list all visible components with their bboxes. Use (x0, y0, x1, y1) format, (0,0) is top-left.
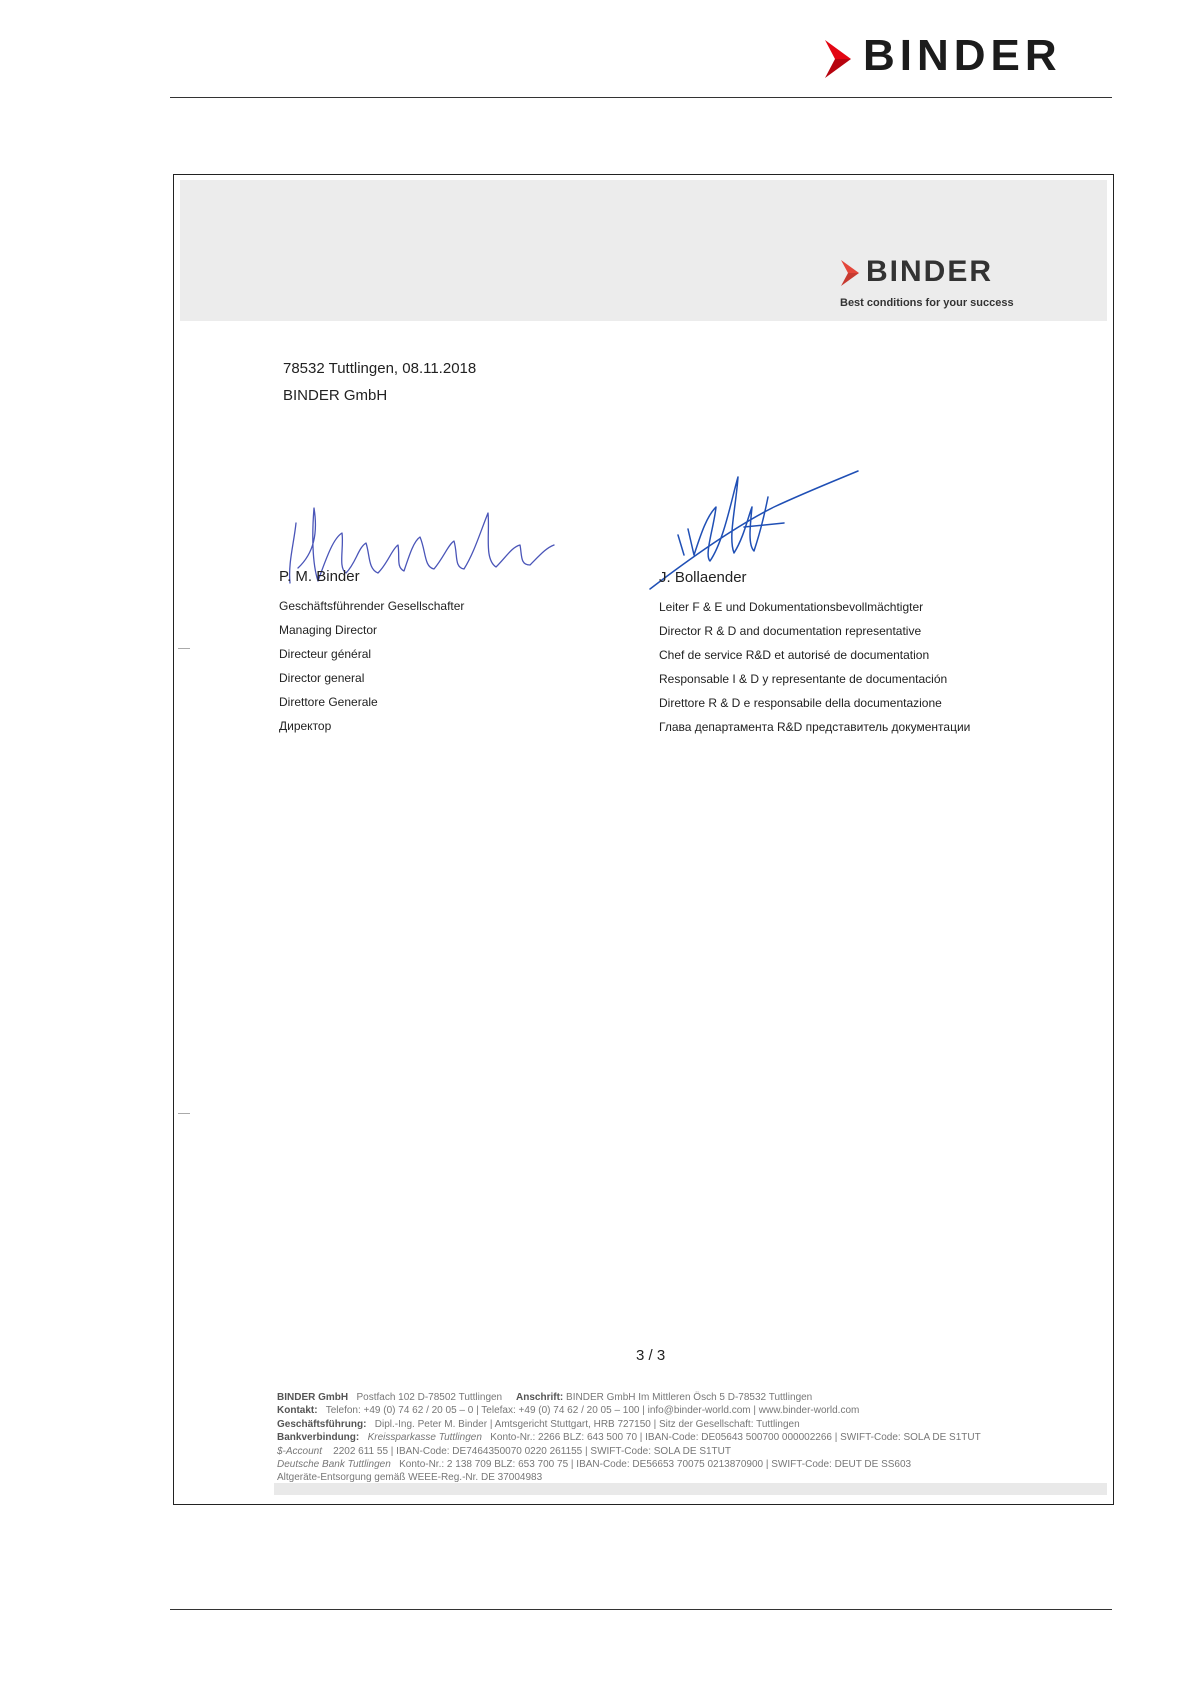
scan-bottom-band (274, 1483, 1107, 1495)
signer-left-title: Direttore Generale (279, 695, 378, 709)
signer-right-title: Responsable I & D y representante de documentación (659, 672, 948, 686)
letterhead-arrow-icon (840, 259, 862, 287)
signer-left-title: Managing Director (279, 623, 378, 637)
footer-line-management: Geschäftsführung: Dipl.-Ing. Peter M. Binder | Amtsgericht Stuttgart, HRB 727150 | Sitz der Gesellschaft: Tuttlingen (277, 1418, 800, 1430)
place-date: 78532 Tuttlingen, 08.11.2018 (283, 360, 477, 377)
footer-line-bank: Bankverbindung: Kreissparkasse Tuttlingen Konto-Nr.: 2266 BLZ: 643 500 70 | IBAN-Code: DE05643 500700 000002266 | SWIFT-Code: SOLA DE S1TUT (277, 1432, 981, 1444)
company-name: BINDER GmbH (283, 387, 388, 404)
footer-line-bank2: Deutsche Bank Tuttlingen Konto-Nr.: 2 138 709 BLZ: 653 700 75 | IBAN-Code: DE56653 70075 0213870900 | SWIFT-Code: DEUT DE SS603 (277, 1459, 912, 1471)
signer-left-title: Geschäftsführender Gesellschafter (279, 599, 465, 613)
letterhead-tagline: Best conditions for your success (840, 297, 1014, 309)
footer-divider (170, 1609, 1112, 1610)
letterhead-logo (840, 255, 1040, 319)
signer-left-title: Director general (279, 671, 365, 685)
letterhead-band (180, 180, 1107, 321)
logo-wordmark: BINDER (863, 31, 1062, 80)
signer-left-title: Directeur général (279, 647, 372, 661)
footer-line-address: BINDER GmbH Postfach 102 D-78502 Tuttlingen Anschrift: BINDER GmbH Im Mittleren Ösch 5 D-78532 Tuttlingen (277, 1392, 813, 1403)
footer-line-account: $-Account 2202 611 55 | IBAN-Code: DE7464350070 0220 261155 | SWIFT-Code: SOLA DE S1TUT (277, 1445, 731, 1457)
signer-right-title: Глава департамента R&D представитель документации (659, 720, 971, 734)
signer-right-name: J. Bollaender (659, 569, 747, 586)
footer-line-weee: Altgeräte-Entsorgung gemäß WEEE-Reg.-Nr. DE 37004983 (277, 1472, 543, 1484)
letter-footer (277, 1391, 1077, 1485)
page-number: 3 / 3 (636, 1347, 666, 1364)
letterhead-wordmark: BINDER (866, 255, 994, 288)
signer-right-title: Leiter F & E und Dokumentationsbevollmächtigter (659, 600, 924, 614)
header-divider (170, 97, 1112, 98)
scanned-document (173, 174, 1114, 1505)
scan-edge-mark (178, 1113, 190, 1114)
logo-arrow-icon (823, 38, 857, 80)
signer-right (659, 569, 970, 739)
scan-edge-mark (178, 648, 190, 649)
signer-left-name: P. M. Binder (279, 568, 360, 585)
signer-left-title: Директор (279, 719, 332, 733)
signer-right-title: Chef de service R&D et autorisé de documentation (659, 648, 930, 662)
footer-line-contact: Kontakt: Telefon: +49 (0) 74 62 / 20 05 – 0 | Telefax: +49 (0) 74 62 / 20 05 – 100 | info@binder-world.com | www.binder-world.com (277, 1405, 860, 1417)
binder-logo (823, 31, 1110, 80)
signer-right-title: Direttore R & D e responsabile della documentazione (659, 696, 942, 710)
signer-left (279, 568, 464, 738)
signer-right-title: Director R & D and documentation representative (659, 624, 922, 638)
